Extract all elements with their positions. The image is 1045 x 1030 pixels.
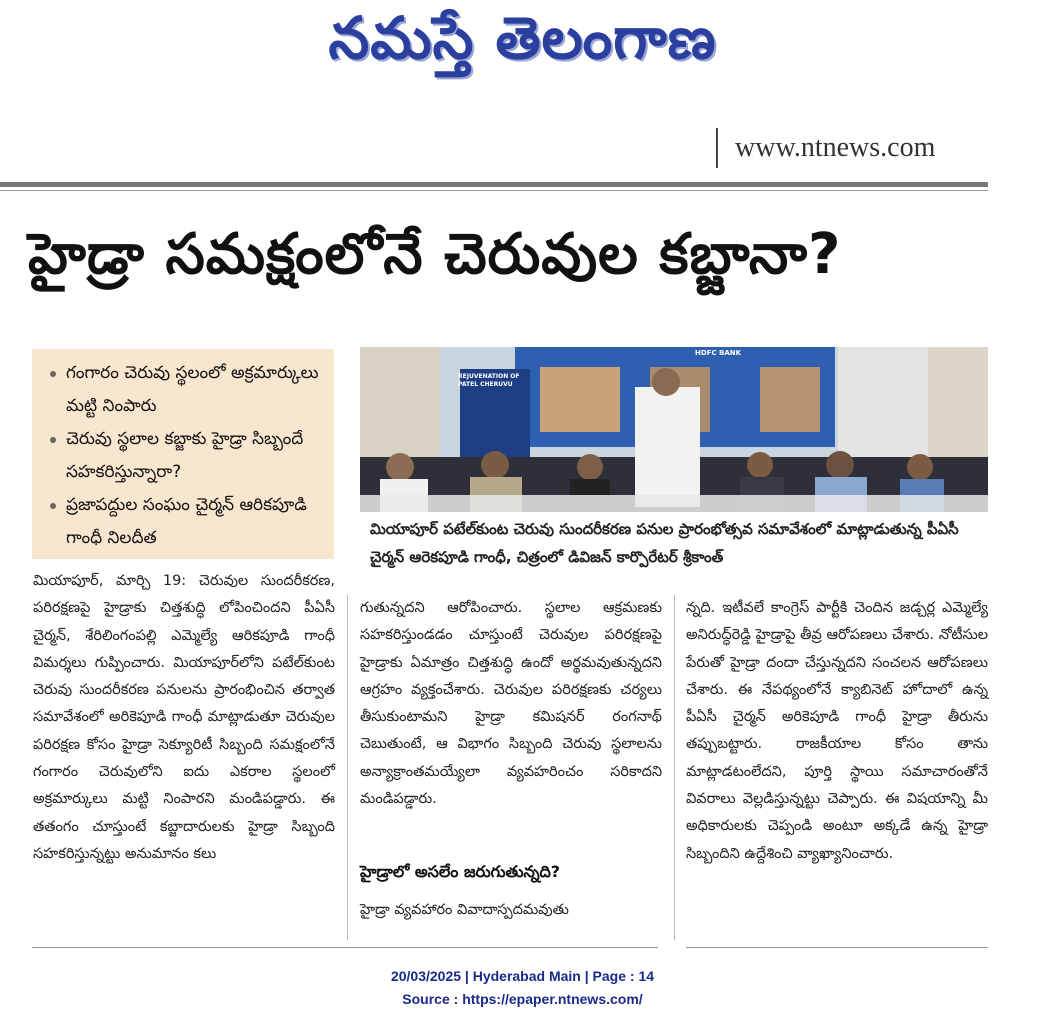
column-divider	[347, 595, 348, 940]
photo-sponsor-text: HDFC BANK	[695, 349, 742, 357]
bottom-rule	[686, 947, 988, 948]
column-divider	[674, 595, 675, 940]
highlight-item: ప్రజాపద్దుల సంఘం చైర్మన్ ఆరికపూడి గాంధీ నిలదీత	[50, 489, 325, 555]
url-divider	[716, 128, 718, 168]
article-subhead: హైడ్రాలో అసలేం జరుగుతున్నది?	[360, 862, 561, 881]
article-column-3: న్నది. ఇటీవలే కాంగ్రెస్ పార్టీకి చెందిన జడ్చర్ల ఎమ్మెల్యే అనిరుద్ధ్‌రెడ్డి హైడ్రాపై తీవ్ర ఆరోపణలు చేశారు. నోటీసుల పేరుతో హైడ్రా దందా చేస్తున్నదని సంచలన ఆరోపణలు చేశారు. ఈ నేపథ్యంలోనే క్యాబినెట్ హోదాలో ఉన్న పీఏసీ చైర్మన్ అరికెపూడి గాంధీ హైడ్రా తీరును తప్పుబట్టారు. రాజకీయాల కోసం తాను మాట్లాడటంలేదని, పూర్తి స్థాయి సమాచారంతోనే వివరాలు వెల్లడిస్తున్నట్టు చెప్పారు. ఈ విషయాన్ని మీ అధికారులకు చెప్పండి అంటూ అక్కడే ఉన్న హైడ్రా సిబ్బందిని ఉద్దేశించి వ్యాఖ్యానించారు.	[686, 600, 988, 862]
bullet-icon	[50, 503, 56, 509]
footer-source-link[interactable]: Source : https://epaper.ntnews.com/	[402, 991, 643, 1007]
article-photo	[360, 347, 988, 512]
header-rule-thin	[0, 190, 988, 191]
highlight-item: గంగారం చెరువు స్థలంలో అక్రమార్కులు మట్టి నింపారు	[50, 357, 325, 423]
photo-banner-text: REJUVENATION OF PATEL CHERUVU	[458, 373, 520, 388]
article-column-1: మియాపూర్, మార్చి 19: చెరువుల సుందరీకరణ, పరిరక్షణపై హైడ్రాకు చిత్తశుద్ధి లోపించిందని పీఏసీ చైర్మన్, శేరిలింగంపల్లి ఎమ్మెల్యే ఆరికపూడి గాంధీ విమర్శలు గుప్పించారు. మియాపూర్‌లోని పటేల్‌కుంట చెరువు సుందరీకరణ పనులను ప్రారంభించిన తర్వాత సమావేశంలో అరికెపూడి గాంధీ మాట్లాడుతూ చెరువుల పరిరక్షణ కోసం హైడ్రా సెక్యూరిటీ సిబ్బంది సమక్షంలోనే గంగారం చెరువులోని ఐదు ఎకరాల స్థలంలో అక్రమార్కులు మట్టి నింపారని మండిపడ్డారు. ఈ తతంగం చూస్తుంటే కబ్జాదారులకు హైడ్రా సిబ్బంది సహకరిస్తున్నట్టు అనుమానం కలు	[33, 573, 335, 862]
article-column-2: గుతున్నదని ఆరోపించారు. స్థలాల ఆక్రమణకు సహకరిస్తుండడం చూస్తుంటే చెరువుల పరిరక్షణపై హైడ్రాకు ఏమాత్రం చిత్తశుద్ధి ఉందో అర్థమవుతున్నదని ఆగ్రహం వ్యక్తంచేశారు. చెరువుల పరిరక్షణకు చర్యలు తీసుకుంటామని హైడ్రా కమిషనర్ రంగనాథ్ చెబుతుంటే, ఆ విభాగం సిబ్బంది చెరువు స్థలాలను అన్యాక్రాంతమయ్యేలా వ్యవహరించం సరికాదని మండిపడ్డారు.	[360, 600, 662, 808]
highlights-box	[32, 349, 334, 559]
bullet-icon	[50, 437, 56, 443]
bullet-icon	[50, 371, 56, 377]
masthead-logo: నమస్తే తెలంగాణ	[328, 4, 717, 72]
site-url[interactable]: www.ntnews.com	[735, 132, 936, 163]
photo-caption: మియాపూర్ పటేల్‌కుంట చెరువు సుందరీకరణ పనుల ప్రారంభోత్సవ సమావేశంలో మాట్లాడుతున్న పీఏసీ చైర్మన్ ఆరెకపూడి గాంధీ, చిత్రంలో డివిజన్ కార్పొరేటర్ శ్రీకాంత్	[370, 520, 959, 566]
header-rule	[0, 182, 988, 187]
highlight-item: చెరువు స్థలాల కబ్జాకు హైడ్రా సిబ్బందే సహకరిస్తున్నారా?	[50, 423, 325, 489]
bottom-rule	[32, 947, 658, 948]
footer-date-edition: 20/03/2025 | Hyderabad Main | Page : 14	[390, 968, 655, 984]
article-column-2-continued: హైడ్రా వ్యవహారం వివాదాస్పదమవుతు	[360, 902, 569, 918]
article-headline: హైడ్రా సమక్షంలోనే చెరువుల కబ్జానా?	[28, 222, 842, 287]
